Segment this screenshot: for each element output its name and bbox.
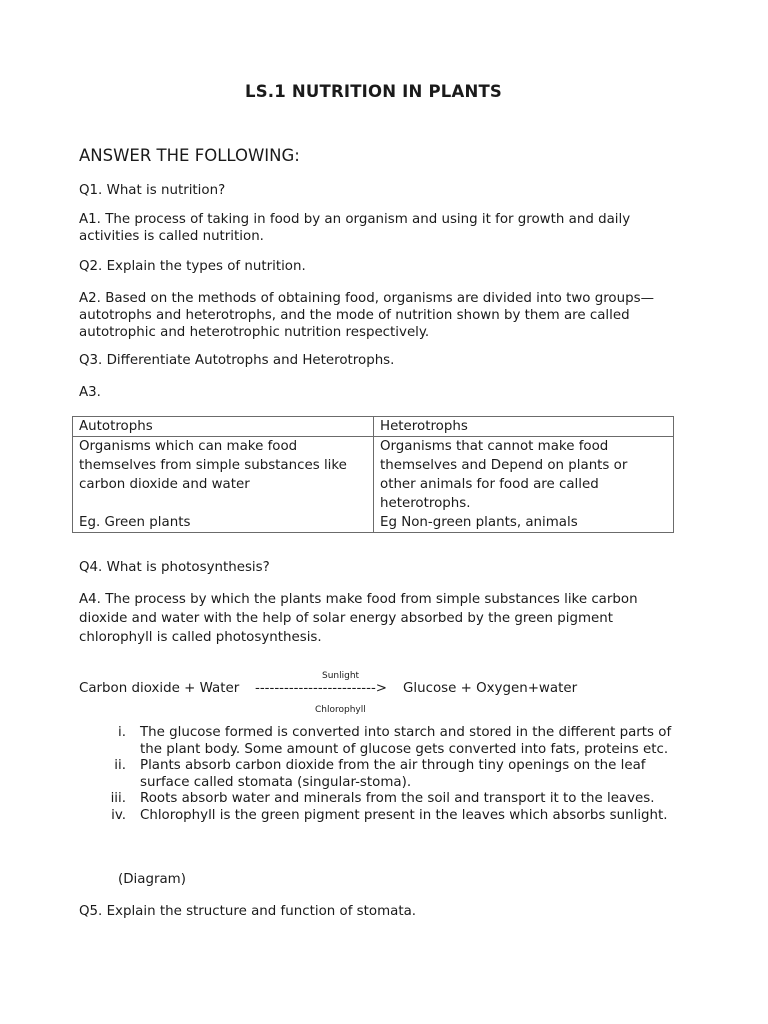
question-4: Q4. What is photosynthesis? <box>79 560 270 575</box>
page-title: LS.1 NUTRITION IN PLANTS <box>245 82 502 101</box>
table-header-cell: Heterotrophs <box>374 417 674 437</box>
section-heading: ANSWER THE FOLLOWING: <box>79 146 300 165</box>
table-cell-text: Organisms that cannot make food themselves and Depend on plants or other animals for food are called heterotrophs. <box>380 439 628 511</box>
question-5: Q5. Explain the structure and function of stomata. <box>79 904 417 919</box>
table-row <box>73 437 674 533</box>
table-header-row <box>73 417 674 437</box>
comparison-table <box>72 416 674 533</box>
answer-3: A3. <box>79 385 101 400</box>
list-item: ii. Plants absorb carbon dioxide from the air through tiny openings on the leaf surface called stomata (singular-stoma). <box>114 758 646 790</box>
question-2: Q2. Explain the types of nutrition. <box>79 259 306 274</box>
table-header-cell: Autotrophs <box>73 417 374 437</box>
list-item: i. The glucose formed is converted into starch and stored in the different parts of the plant body. Some amount of glucose gets converted into fats, proteins etc. <box>118 725 672 757</box>
equation-condition-below: Chlorophyll <box>315 705 366 715</box>
answer-2: A2. Based on the methods of obtaining food, organisms are divided into two groups—autotrophs and heterotrophs, and the mode of nutrition shown by them are called autotrophic and heterotrophic nutrition respectively. <box>79 291 654 340</box>
table-cell-text: Organisms which can make food themselves from simple substances like carbon dioxide and water <box>79 439 347 492</box>
equation-condition-above: Sunlight <box>322 671 360 681</box>
diagram-placeholder: (Diagram) <box>118 872 186 887</box>
equation-right: Glucose + Oxygen+water <box>403 681 578 696</box>
table-cell <box>374 437 674 533</box>
equation-arrow: -------------------------> <box>255 681 388 696</box>
question-1: Q1. What is nutrition? <box>79 183 226 198</box>
equation-left: Carbon dioxide + Water <box>79 681 240 696</box>
points-list <box>110 725 680 824</box>
answer-1: A1. The process of taking in food by an organism and using it for growth and daily activities is called nutrition. <box>79 212 631 244</box>
table-cell <box>73 437 374 533</box>
list-item: iii. Roots absorb water and minerals from the soil and transport it to the leaves. <box>110 791 655 806</box>
question-3: Q3. Differentiate Autotrophs and Heterotrophs. <box>79 353 395 368</box>
table-cell-text: Eg. Green plants <box>79 515 191 530</box>
answer-4: A4. The process by which the plants make food from simple substances like carbon dioxide and water with the help of solar energy absorbed by the green pigment chlorophyll is called photosynthesis. <box>79 592 638 645</box>
table-cell-text: Eg Non-green plants, animals <box>380 515 578 530</box>
list-item: iv. Chlorophyll is the green pigment present in the leaves which absorbs sunlight. <box>111 807 668 823</box>
